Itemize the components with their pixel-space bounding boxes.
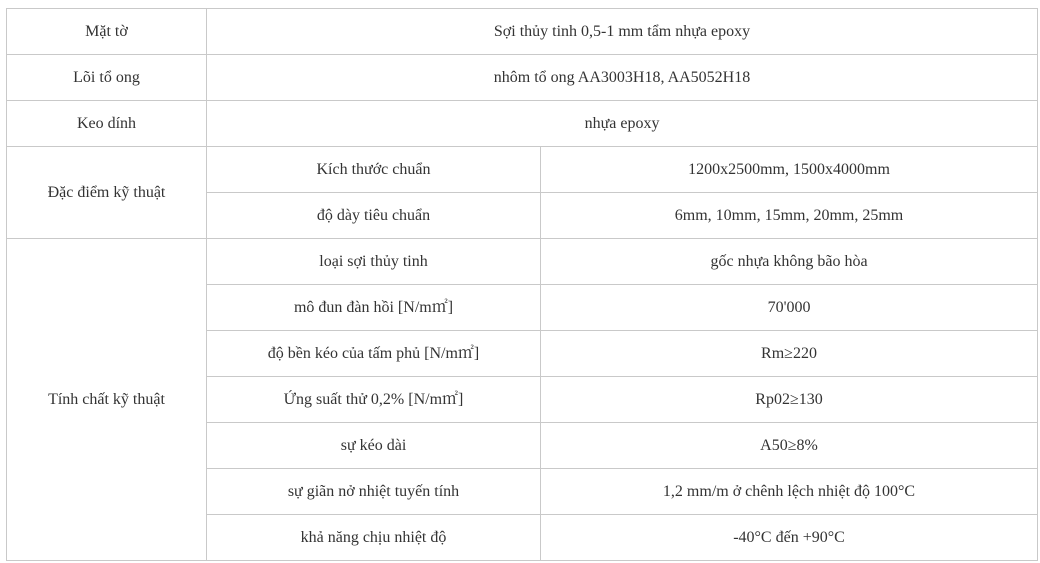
- property-value: Rp02≥130: [541, 377, 1038, 423]
- property-name: Kích thước chuẩn: [207, 147, 541, 193]
- group-label: Tính chất kỹ thuật: [7, 239, 207, 561]
- property-value: A50≥8%: [541, 423, 1038, 469]
- spec-table: [6, 8, 1038, 561]
- property-name: khả năng chịu nhiệt độ: [207, 515, 541, 561]
- property-value: 1,2 mm/m ở chênh lệch nhiệt độ 100°C: [541, 469, 1038, 515]
- property-name: sự giãn nở nhiệt tuyến tính: [207, 469, 541, 515]
- property-value: 70'000: [541, 285, 1038, 331]
- property-name: mô đun đàn hồi [N/m㎡]: [207, 285, 541, 331]
- property-name: Ứng suất thử 0,2% [N/m㎡]: [207, 377, 541, 423]
- table-row: [7, 239, 1038, 285]
- property-value: -40°C đến +90°C: [541, 515, 1038, 561]
- row-label: Mặt tờ: [7, 9, 207, 55]
- table-row: [7, 101, 1038, 147]
- row-value: nhựa epoxy: [207, 101, 1038, 147]
- property-value: Rm≥220: [541, 331, 1038, 377]
- property-value: gốc nhựa không bão hòa: [541, 239, 1038, 285]
- row-value: Sợi thủy tinh 0,5-1 mm tẩm nhựa epoxy: [207, 9, 1038, 55]
- property-name: loại sợi thủy tinh: [207, 239, 541, 285]
- property-value: 6mm, 10mm, 15mm, 20mm, 25mm: [541, 193, 1038, 239]
- table-row: [7, 147, 1038, 193]
- row-label: Keo dính: [7, 101, 207, 147]
- table-row: [7, 55, 1038, 101]
- table-row: [7, 9, 1038, 55]
- row-label: Lõi tổ ong: [7, 55, 207, 101]
- property-name: sự kéo dài: [207, 423, 541, 469]
- property-name: độ bền kéo của tấm phủ [N/m㎡]: [207, 331, 541, 377]
- group-label: Đặc điểm kỹ thuật: [7, 147, 207, 239]
- row-value: nhôm tổ ong AA3003H18, AA5052H18: [207, 55, 1038, 101]
- property-value: 1200x2500mm, 1500x4000mm: [541, 147, 1038, 193]
- property-name: độ dày tiêu chuẩn: [207, 193, 541, 239]
